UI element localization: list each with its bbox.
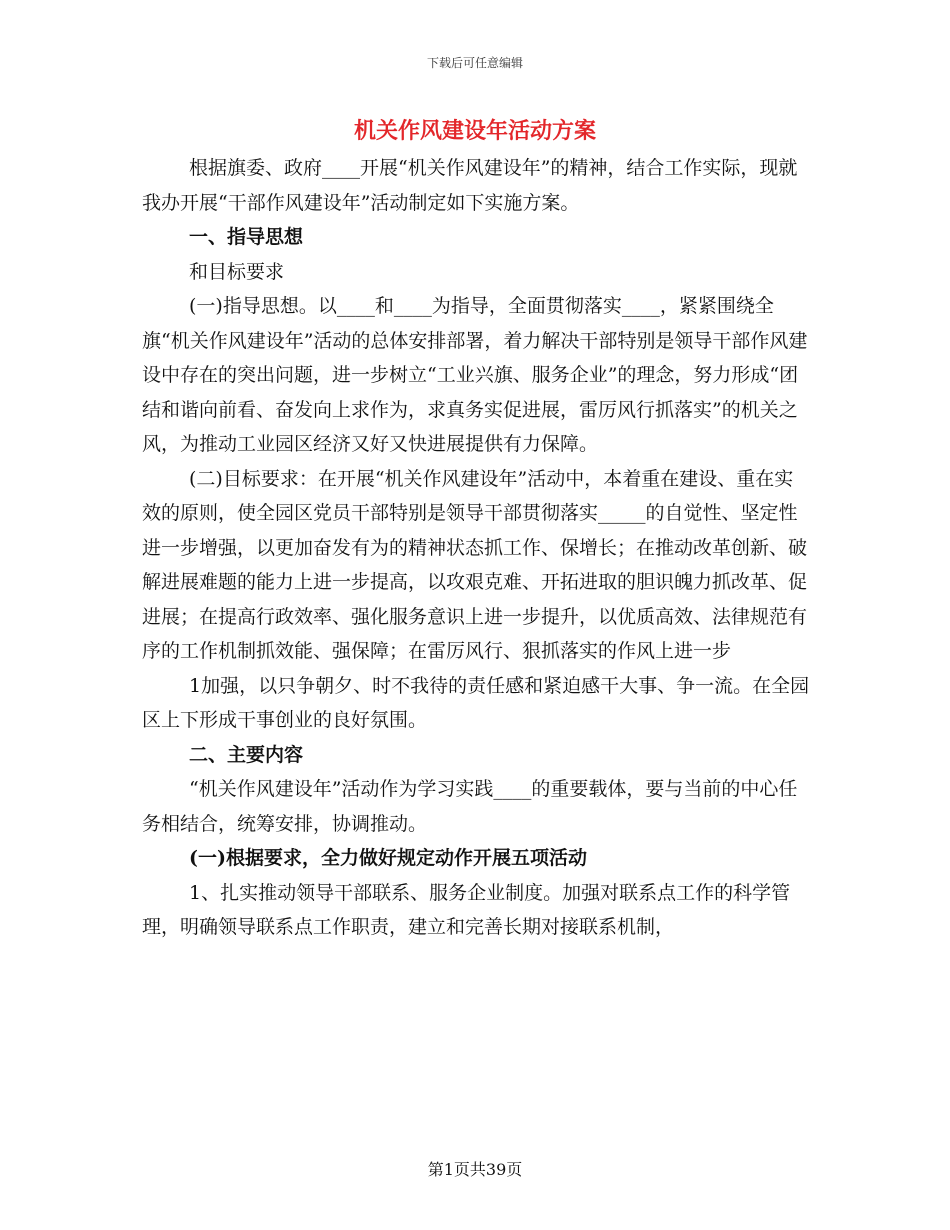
subsection-heading: (一)根据要求，全力做好规定动作开展五项活动 (189, 847, 587, 869)
section-heading: 一、指导思想 (189, 226, 304, 248)
paragraph: 根据旗委、政府____开展“机关作风建设年”的精神，结合工作实际，现就我办开展“干部作风建设年”活动制定如下实施方案。 (142, 157, 798, 214)
document-body (142, 151, 812, 945)
page-header: 下载后可任意编辑 (426, 56, 523, 70)
paragraph: 1、扎实推动领导干部联系、服务企业制度。加强对联系点工作的科学管理，明确领导联系点工作职责，建立和完善长期对接联系机制， (142, 881, 791, 938)
page-footer: 第1页共39页 (427, 1160, 523, 1179)
paragraph: “机关作风建设年”活动作为学习实践____的重要载体，要与当前的中心任务相结合，统筹安排，协调推动。 (142, 778, 798, 835)
paragraph: 和目标要求 (189, 260, 285, 283)
document-title: 机关作风建设年活动方案 (353, 118, 596, 144)
paragraph: (二)目标要求：在开展“机关作风建设年”活动中，本着重在建设、重在实效的原则，使全园区党员干部特别是领导干部贯彻落实_____的自觉性、坚定性进一步增强，以更加奋发有为的精神状态抓工作、保增长；在推动改革创新、破解进展难题的能力上进一步提高，以攻艰克难、开拓进取的胆识魄力抓改革、促进展；在提高行政效率、强化服务意识上进一步提升，以优质高效、法律规范有序的工作机制抓效能、强保障；在雷厉风行、狠抓落实的作风上进一步 (142, 467, 808, 662)
section-heading: 二、主要内容 (189, 743, 304, 766)
paragraph: (一)指导思想。以____和____为指导，全面贯彻落实____，紧紧围绕全旗“机关作风建设年”活动的总体安排部署，着力解决干部特别是领导干部作风建设中存在的突出问题，进一步树立“工业兴旗、服务企业”的理念，努力形成“团结和谐向前看、奋发向上求作为，求真务实促进展，雷厉风行抓落实”的机关之风，为推动工业园区经济又好又快进展提供有力保障。 (142, 295, 808, 455)
paragraph: 1加强，以只争朝夕、时不我待的责任感和紧迫感干大事、争一流。在全园区上下形成干事创业的良好氛围。 (142, 674, 810, 731)
